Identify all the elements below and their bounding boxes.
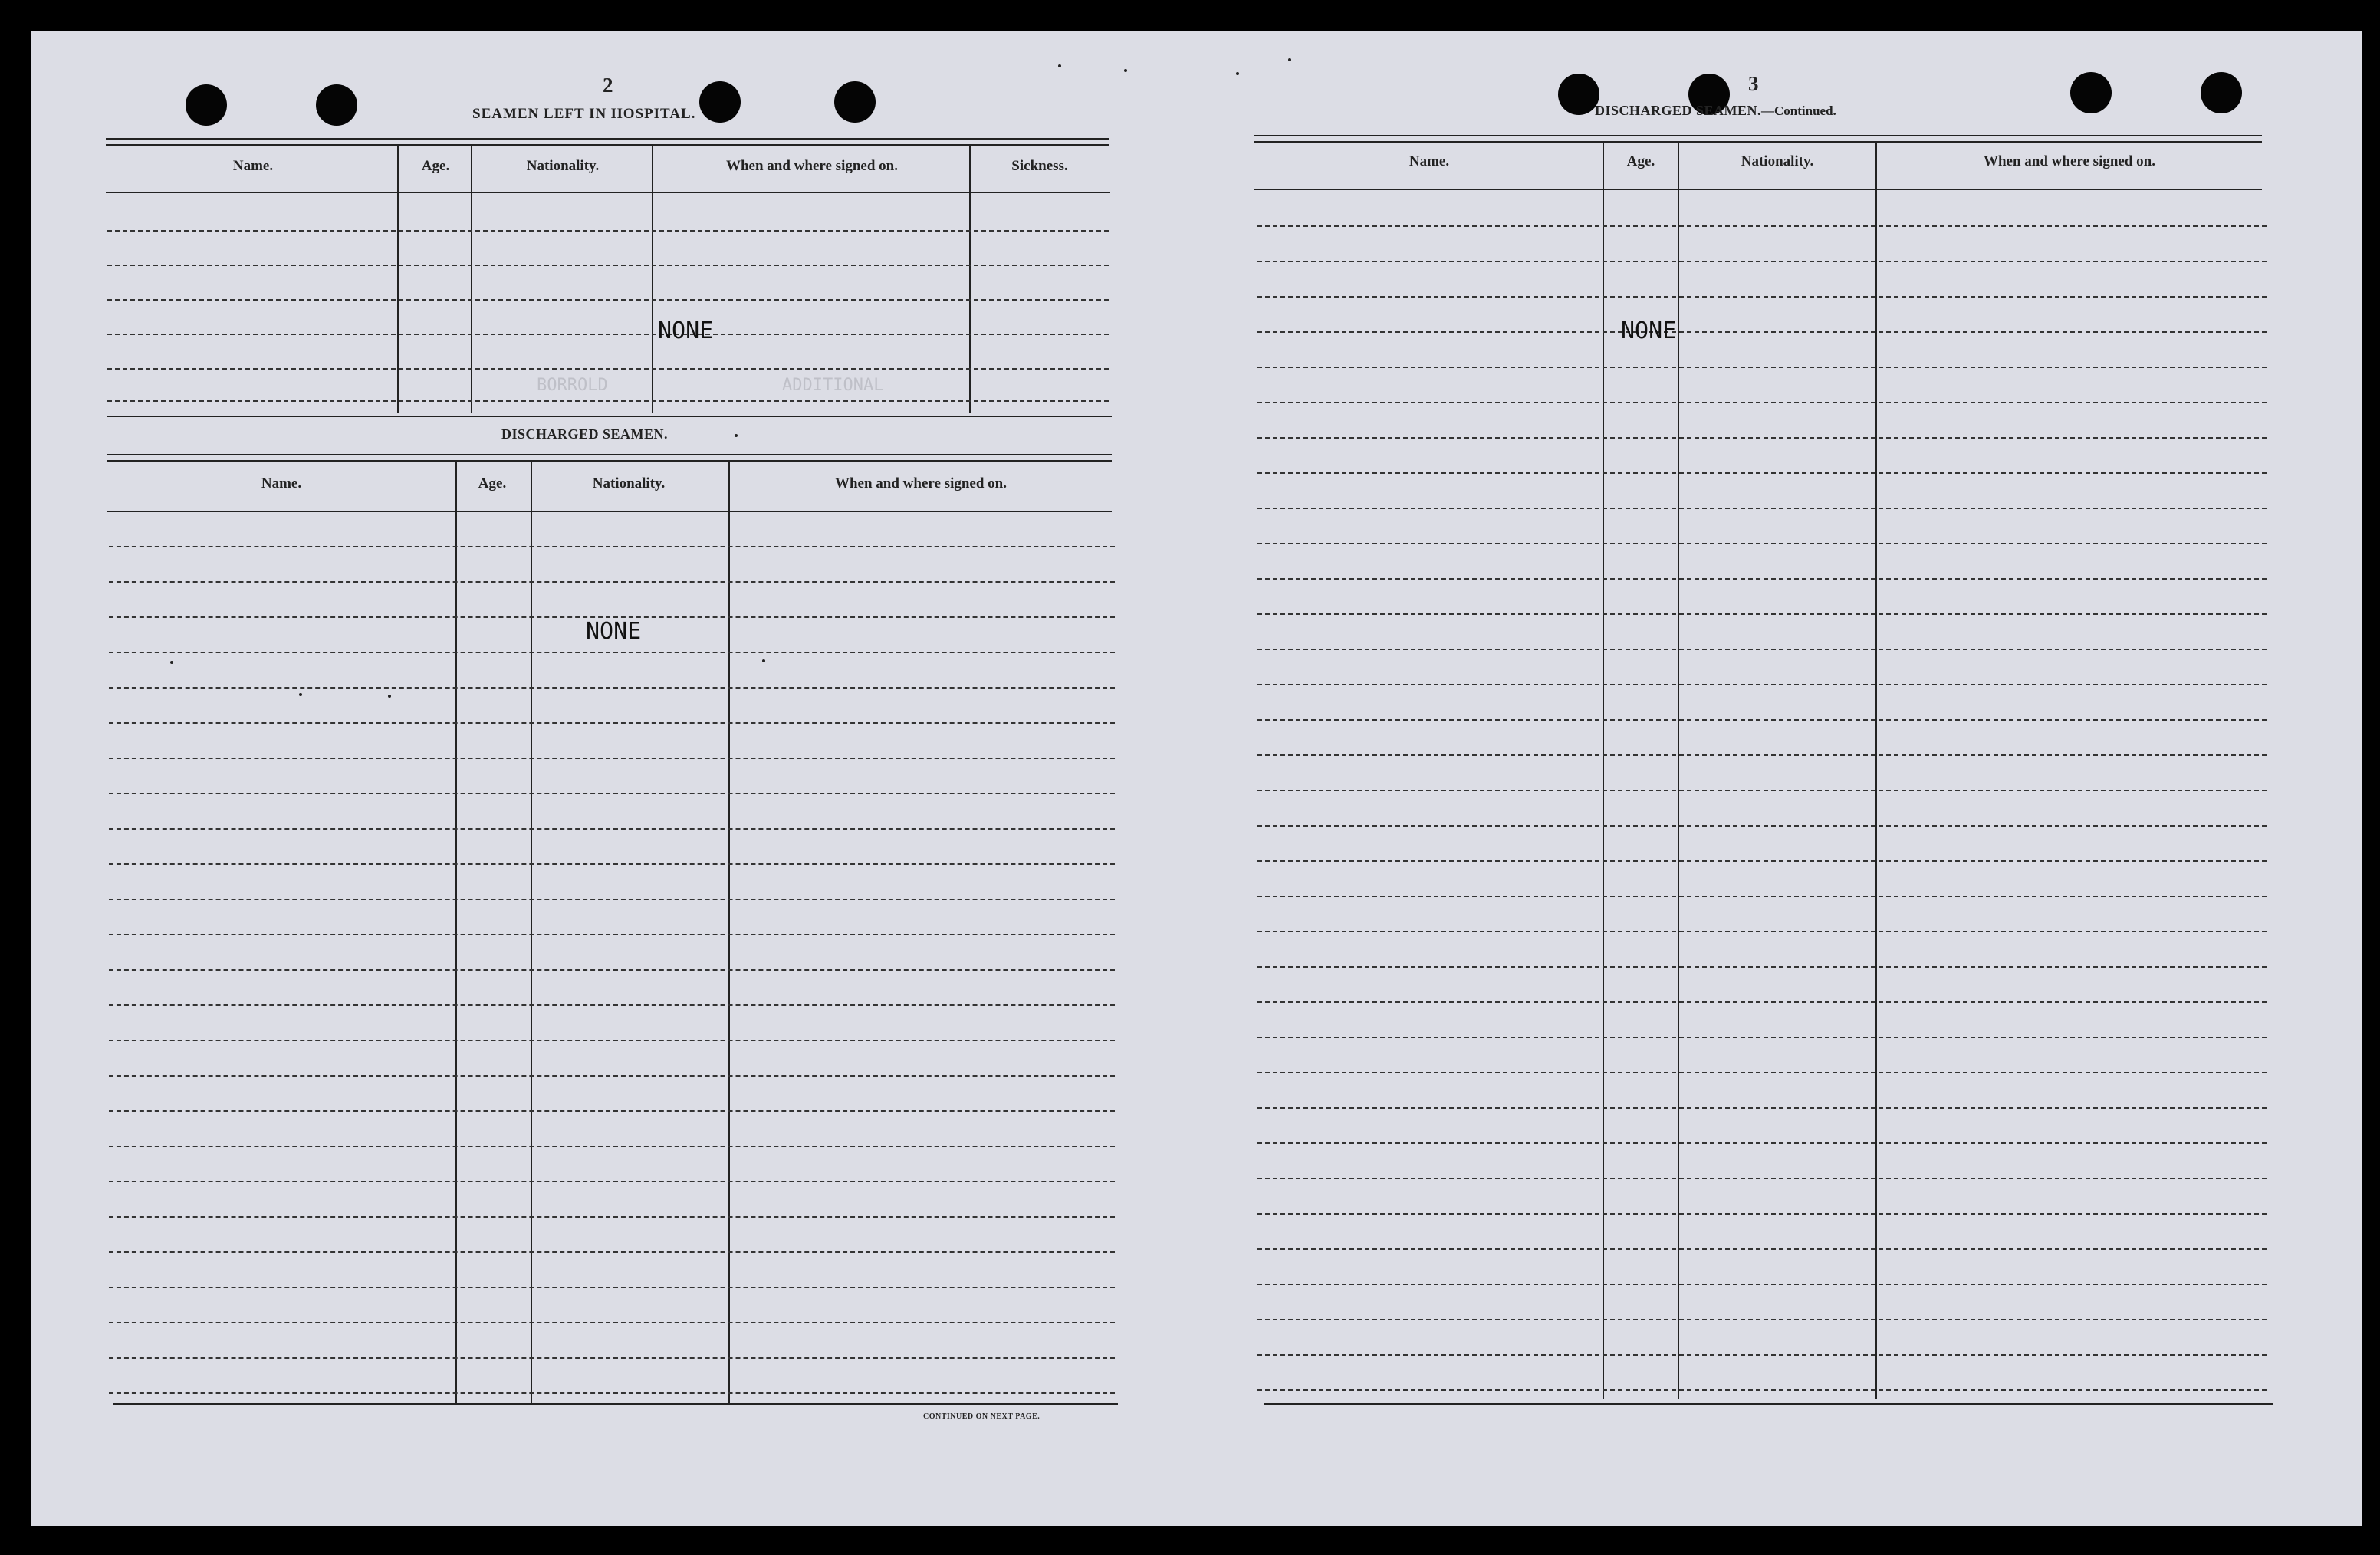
entry-line <box>1257 508 2267 509</box>
entry-line <box>1257 754 2267 756</box>
entry-line <box>109 1110 1115 1112</box>
entry-line <box>109 687 1115 689</box>
entry-line <box>1257 225 2267 227</box>
entry-line <box>1257 331 2267 333</box>
entry-line <box>109 969 1115 971</box>
entry-line <box>109 722 1115 724</box>
entry-line <box>1257 367 2267 368</box>
continued-footer: CONTINUED ON NEXT PAGE. <box>923 1412 1040 1421</box>
discharged-col-age: Age. <box>478 475 507 491</box>
hospital-entry-line <box>107 368 1109 370</box>
right-column-divider <box>1875 141 1877 1399</box>
entry-line <box>109 652 1115 653</box>
hospital-col-age: Age. <box>421 158 450 174</box>
page-number: 3 <box>1748 72 1759 95</box>
right-header-rule <box>1254 189 2262 190</box>
punch-hole <box>834 81 876 123</box>
discharged-top-rule <box>107 416 1112 417</box>
punch-hole <box>186 84 227 126</box>
document-sheet <box>31 31 2362 1526</box>
entry-line <box>1257 1001 2267 1003</box>
entry-line <box>1257 684 2267 685</box>
right-none-stamp: NONE <box>1621 317 1677 344</box>
entry-line <box>109 581 1115 583</box>
speck <box>299 693 302 696</box>
hospital-entry-line <box>107 400 1109 402</box>
entry-line <box>1257 649 2267 650</box>
speck <box>762 659 765 662</box>
entry-line <box>109 1287 1115 1288</box>
hospital-column-divider <box>397 144 399 413</box>
discharged-top-rule <box>107 460 1112 462</box>
hospital-entry-line <box>107 334 1109 335</box>
entry-line <box>1257 543 2267 544</box>
hospital-entry-line <box>107 230 1109 232</box>
hospital-entry-line <box>107 299 1109 301</box>
entry-line <box>1257 1319 2267 1320</box>
discharged-bottom-rule <box>113 1403 1118 1405</box>
discharged-header-rule <box>107 511 1112 512</box>
discharged-continued-title-main: DISCHARGED SEAMEN. <box>1595 103 1762 118</box>
entry-line <box>1257 966 2267 968</box>
punch-hole <box>316 84 357 126</box>
entry-line <box>1257 613 2267 615</box>
entry-line <box>1257 1284 2267 1285</box>
entry-line <box>1257 296 2267 298</box>
hospital-none-stamp: NONE <box>658 317 714 344</box>
punch-hole <box>2201 72 2242 113</box>
discharged-none-stamp: NONE <box>586 618 642 645</box>
hospital-top-rule <box>106 144 1109 146</box>
discharged-continued-title <box>1595 103 1836 119</box>
entry-line <box>109 863 1115 865</box>
discharged-section-title: DISCHARGED SEAMEN. <box>501 426 669 442</box>
entry-line <box>1257 437 2267 439</box>
entry-line <box>109 1392 1115 1394</box>
entry-line <box>1257 1037 2267 1038</box>
hospital-col-nationality: Nationality. <box>526 158 600 174</box>
bleed-through-text: BORROLD <box>537 376 608 395</box>
bleed-through-text: ADDITIONAL <box>782 376 884 395</box>
discharged-top-rule <box>107 454 1112 455</box>
right-column-divider <box>1678 141 1679 1399</box>
entry-line <box>109 1251 1115 1253</box>
entry-line <box>1257 261 2267 262</box>
hospital-header-rule <box>106 192 1110 193</box>
entry-line <box>1257 1213 2267 1215</box>
entry-line <box>1257 719 2267 721</box>
right-column-divider <box>1603 141 1604 1399</box>
entry-line <box>1257 578 2267 580</box>
right-col-nationality: Nationality. <box>1741 153 1814 169</box>
discharged-continued-suffix: —Continued. <box>1761 104 1836 118</box>
discharged-column-divider <box>728 460 730 1403</box>
entry-line <box>1257 1178 2267 1179</box>
entry-line <box>109 1357 1115 1359</box>
right-bottom-rule <box>1264 1403 2273 1405</box>
entry-line <box>109 793 1115 794</box>
hospital-col-signed-on: When and where signed on. <box>725 158 898 174</box>
entry-line <box>109 828 1115 830</box>
right-col-signed-on: When and where signed on. <box>1983 153 2155 169</box>
entry-line <box>109 1181 1115 1182</box>
entry-line <box>1257 896 2267 897</box>
hospital-top-rule <box>106 138 1109 140</box>
entry-line <box>109 899 1115 900</box>
entry-line <box>1257 860 2267 862</box>
discharged-column-divider <box>531 460 532 1403</box>
discharged-col-name: Name. <box>261 475 302 491</box>
speck <box>1058 64 1061 67</box>
right-col-age: Age. <box>1626 153 1655 169</box>
entry-line <box>109 1322 1115 1323</box>
hospital-col-name: Name. <box>232 158 274 174</box>
entry-line <box>1257 790 2267 791</box>
entry-line <box>109 1040 1115 1041</box>
hospital-entry-line <box>107 265 1109 266</box>
entry-line <box>109 1216 1115 1218</box>
speck <box>1124 69 1127 72</box>
entry-line <box>109 1146 1115 1147</box>
entry-line <box>1257 1248 2267 1250</box>
hospital-col-sickness: Sickness. <box>1011 158 1068 174</box>
entry-line <box>1257 402 2267 403</box>
discharged-col-signed-on: When and where signed on. <box>834 475 1007 491</box>
entry-line <box>1257 1142 2267 1144</box>
entry-line <box>1257 1107 2267 1109</box>
entry-line <box>109 1075 1115 1077</box>
speck <box>388 695 391 698</box>
entry-line <box>109 934 1115 935</box>
entry-line <box>1257 1072 2267 1073</box>
entry-line <box>1257 472 2267 474</box>
speck <box>1236 72 1239 75</box>
entry-line <box>109 758 1115 759</box>
entry-line <box>109 546 1115 547</box>
entry-line <box>1257 931 2267 932</box>
discharged-column-divider <box>455 460 457 1403</box>
punch-hole <box>1558 74 1599 115</box>
right-col-name: Name. <box>1409 153 1450 169</box>
punch-hole <box>2070 72 2112 113</box>
entry-line <box>109 1004 1115 1006</box>
discharged-col-nationality: Nationality. <box>592 475 666 491</box>
hospital-column-divider <box>471 144 472 413</box>
page-number: 2 <box>603 74 613 97</box>
entry-line <box>1257 1354 2267 1356</box>
right-top-rule <box>1254 135 2262 136</box>
hospital-column-divider <box>652 144 653 413</box>
hospital-column-divider <box>969 144 971 413</box>
hospital-section-title: SEAMEN LEFT IN HOSPITAL. <box>472 106 696 122</box>
entry-line <box>1257 1389 2267 1391</box>
right-top-rule <box>1254 141 2262 143</box>
entry-line <box>1257 825 2267 827</box>
speck <box>735 434 738 437</box>
speck <box>170 661 173 664</box>
speck <box>1288 58 1291 61</box>
punch-hole <box>699 81 741 123</box>
